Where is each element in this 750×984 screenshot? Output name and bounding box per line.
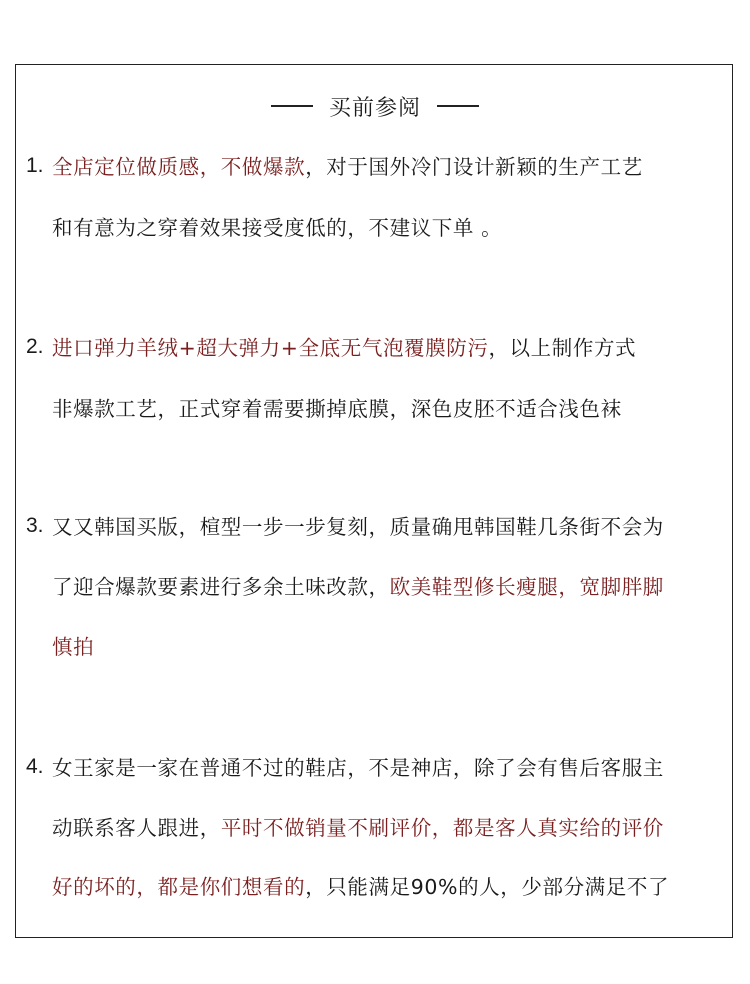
item-2-line-2-text: 非爆款工艺，正式穿着需要撕掉底膜，深色皮胚不适合浅色袜 [52, 397, 622, 421]
notice-frame [15, 64, 733, 938]
title-right-rule [437, 105, 479, 107]
item-3-line-2-highlight: 欧美鞋型修长瘦腿，宽脚胖脚 [389, 575, 664, 599]
item-2-number: 2. [26, 335, 44, 358]
item-2-line-1-text: ，以上制作方式 [488, 336, 637, 360]
item-3-line-3 [52, 632, 94, 662]
title-row [0, 91, 750, 121]
item-3-line-1 [52, 512, 664, 542]
item-1-line-1 [52, 152, 643, 182]
item-3-line-1-text: 又又韩国买版，楦型一步一步复刻，质量确甩韩国鞋几条街不会为 [52, 515, 664, 539]
item-4-line-3-text: ，只能满足90%的人，少部分满足不了 [305, 875, 670, 899]
item-4-line-3 [52, 872, 669, 902]
item-1-line-1-highlight: 全店定位做质感，不做爆款 [52, 155, 306, 179]
item-4-number: 4. [26, 755, 44, 778]
item-2-line-1-highlight: 进口弹力羊绒+超大弹力+全底无气泡覆膜防污 [52, 336, 489, 360]
item-4-line-2-highlight: 平时不做销量不刷评价，都是客人真实给的评价 [220, 816, 664, 840]
item-1-line-2-text: 和有意为之穿着效果接受度低的，不建议下单 。 [52, 216, 503, 240]
item-4-line-3-highlight: 好的坏的，都是你们想看的 [52, 875, 306, 899]
item-3-line-3-highlight: 慎拍 [52, 635, 95, 659]
item-4-line-2 [52, 813, 664, 843]
title-left-rule [271, 105, 313, 107]
item-4-line-1 [52, 753, 664, 783]
item-3-number: 3. [26, 514, 44, 537]
item-4-line-1-text: 女王家是一家在普通不过的鞋店，不是神店，除了会有售后客服主 [52, 756, 664, 780]
item-1-number: 1. [26, 154, 44, 177]
item-3-line-2-text: 了迎合爆款要素进行多余土味改款， [52, 575, 390, 599]
item-2-line-2 [52, 394, 622, 424]
item-2-line-1 [52, 333, 636, 363]
item-1-line-1-text: ，对于国外冷门设计新颖的生产工艺 [305, 155, 643, 179]
page-title: 买前参阅 [328, 95, 421, 121]
item-4-line-2-text: 动联系客人跟进， [52, 816, 221, 840]
item-1-line-2 [52, 213, 502, 243]
item-3-line-2 [52, 572, 664, 602]
